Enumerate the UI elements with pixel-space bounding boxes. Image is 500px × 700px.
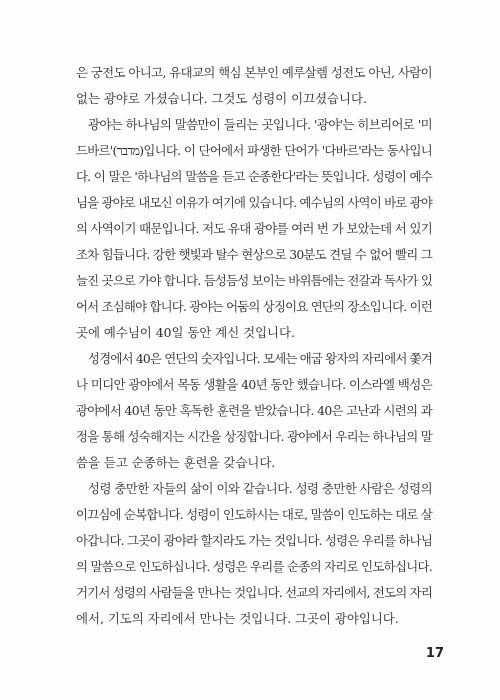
text-line: 늘진 곳으로 가야 합니다. 듬성듬성 보이는 바위틈에는 전갈과 독사가 있 — [76, 273, 432, 288]
text-line: 의 말씀으로 인도하십니다. 성령은 우리를 순종의 자리로 인도하십니다. — [76, 559, 432, 574]
text-line: 거기서 성령의 사람들을 만나는 것입니다. 선교의 자리에서, 전도의 자리 — [76, 585, 432, 600]
page-number: 17 — [425, 646, 444, 661]
text-line: 은 궁전도 아니고, 유대교의 핵심 본부인 예루살렘 성전도 아닌, 사람이 — [76, 65, 432, 80]
text-line: 없는 광야로 가셨습니다. 그것도 성령이 이끄셨습니다. — [76, 91, 367, 106]
body-text — [76, 60, 432, 632]
text-line: 성령 충만한 자들의 삶이 이와 같습니다. 성령 충만한 사람은 성령의 — [88, 481, 433, 496]
text-line: 님을 광야로 내모신 이유가 여기에 있습니다. 예수님의 사역이 바로 광야 — [76, 195, 432, 210]
paragraph-2 — [76, 112, 432, 346]
text-line: 다. 이 말은 '하나님의 말씀을 듣고 순종한다'라는 뜻입니다. 성령이 예수 — [76, 169, 432, 184]
text-line: 곳에 예수님이 40일 동안 계신 것입니다. — [76, 325, 295, 340]
text-line: 정을 통해 성숙해지는 시간을 상징합니다. 광야에서 우리는 하나님의 말 — [76, 429, 432, 444]
text-line: 드바르'(מדבר)입니다. 이 단어에서 파생한 단어가 '다바르'라는 동사입니 — [76, 143, 432, 158]
text-line: 아갑니다. 그곳이 광야라 할지라도 가는 것입니다. 성령은 우리를 하나님 — [76, 533, 432, 548]
text-line: 조차 힘듭니다. 강한 햇빛과 탈수 현상으로 30분도 견딜 수 없어 빨리 그 — [76, 247, 432, 262]
text-line: 의 사역이기 때문입니다. 저도 유대 광야를 여러 번 가 보았는데 서 있기 — [76, 221, 432, 236]
paragraph-1 — [76, 60, 432, 112]
paragraph-3 — [76, 346, 432, 476]
text-line: 나 미디안 광야에서 목동 생활을 40년 동안 했습니다. 이스라엘 백성은 — [76, 377, 432, 392]
text-line: 광야는 하나님의 말씀만이 들리는 곳입니다. '광야'는 히브리어로 '미 — [88, 117, 432, 132]
text-line: 이끄심에 순복합니다. 성령이 인도하시는 대로, 말씀이 인도하는 대로 살 — [76, 507, 432, 522]
text-line: 성경에서 40은 연단의 숫자입니다. 모세는 애굽 왕자의 자리에서 쫓겨 — [88, 351, 432, 366]
text-line: 씀을 듣고 순종하는 훈련을 갖습니다. — [76, 455, 276, 470]
paragraph-4 — [76, 476, 432, 632]
text-line: 어서 조심해야 합니다. 광야는 어둠의 상징이요 연단의 장소입니다. 이런 — [76, 299, 432, 314]
text-line: 에서, 기도의 자리에서 만나는 것입니다. 그곳이 광야입니다. — [76, 611, 399, 626]
text-line: 광야에서 40년 동안 혹독한 훈련을 받았습니다. 40은 고난과 시련의 과 — [76, 403, 432, 418]
